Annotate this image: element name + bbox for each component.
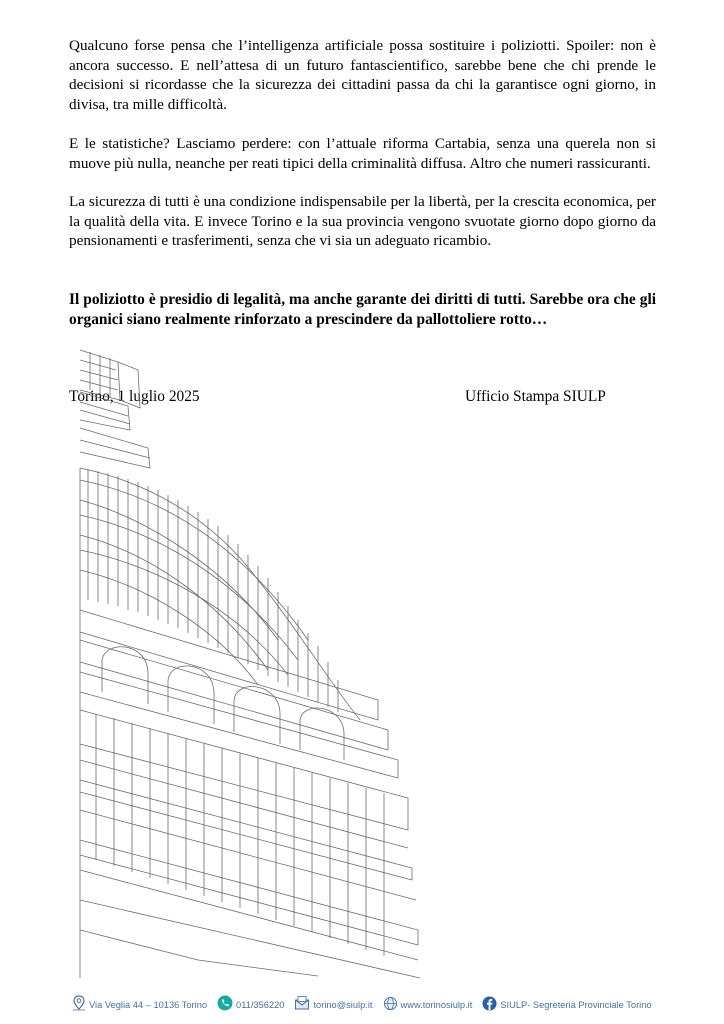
phone-text: 011/356220	[236, 1000, 285, 1010]
date-line: Torino, 1 luglio 2025	[69, 388, 200, 405]
website-text: www.torinosiulp.it	[400, 999, 473, 1010]
paragraph-ai: Qualcuno forse pensa che l’intelligenza artificiale possa sostituire i poliziotti. Spoiler: non è ancora successo. E nell’attesa di un futuro fantascientifico, sarebbe bene che chi prende le decisioni si ricordasse che la sicurezza dei cittadini passa da chi la garantisce ogni giorno, in divisa, tra mille difficoltà.	[69, 37, 656, 113]
footer-website[interactable]	[383, 996, 473, 1011]
paragraph-statistics: E le statistiche? Lasciamo perdere: con l’attuale riforma Cartabia, senza una querela non si muove più nulla, neanche per reati tipici della criminalità diffusa. Altro che numeri rassicuranti.	[69, 135, 656, 172]
email-text: torino@siulp.it	[313, 1000, 373, 1010]
location-pin-icon	[72, 995, 86, 1011]
footer-email[interactable]	[294, 995, 372, 1011]
footer-facebook[interactable]	[482, 996, 651, 1011]
footer-contacts	[72, 990, 692, 1016]
paragraph-security: La sicurezza di tutti è una condizione indispensabile per la libertà, per la crescita economica, per la qualità della vita. E invece Torino e la sua provincia vengono svuotate giorno dopo giorno da pensionamenti e trasferimenti, senza che vi sia un adeguato ricambio.	[69, 193, 656, 249]
address-text: Via Veglia 44 – 10136 Torino	[89, 1000, 208, 1010]
paragraph-bold-conclusion: Il poliziotto è presidio di legalità, ma anche garante dei diritti di tutti. Sarebbe ora che gli organici siano realmente rinforzato a prescindere da pallottoliere rotto…	[69, 291, 656, 328]
mail-icon	[294, 995, 310, 1011]
mole-antonelliana-drawing	[78, 340, 423, 980]
signature: Ufficio Stampa SIULP	[465, 388, 606, 405]
phone-icon	[217, 995, 233, 1011]
globe-icon	[383, 996, 398, 1011]
facebook-text: SIULP- Segreteria Provinciale Torino	[500, 999, 652, 1010]
facebook-icon	[482, 996, 497, 1011]
footer-phone[interactable]	[217, 995, 284, 1011]
footer-address	[72, 995, 207, 1011]
